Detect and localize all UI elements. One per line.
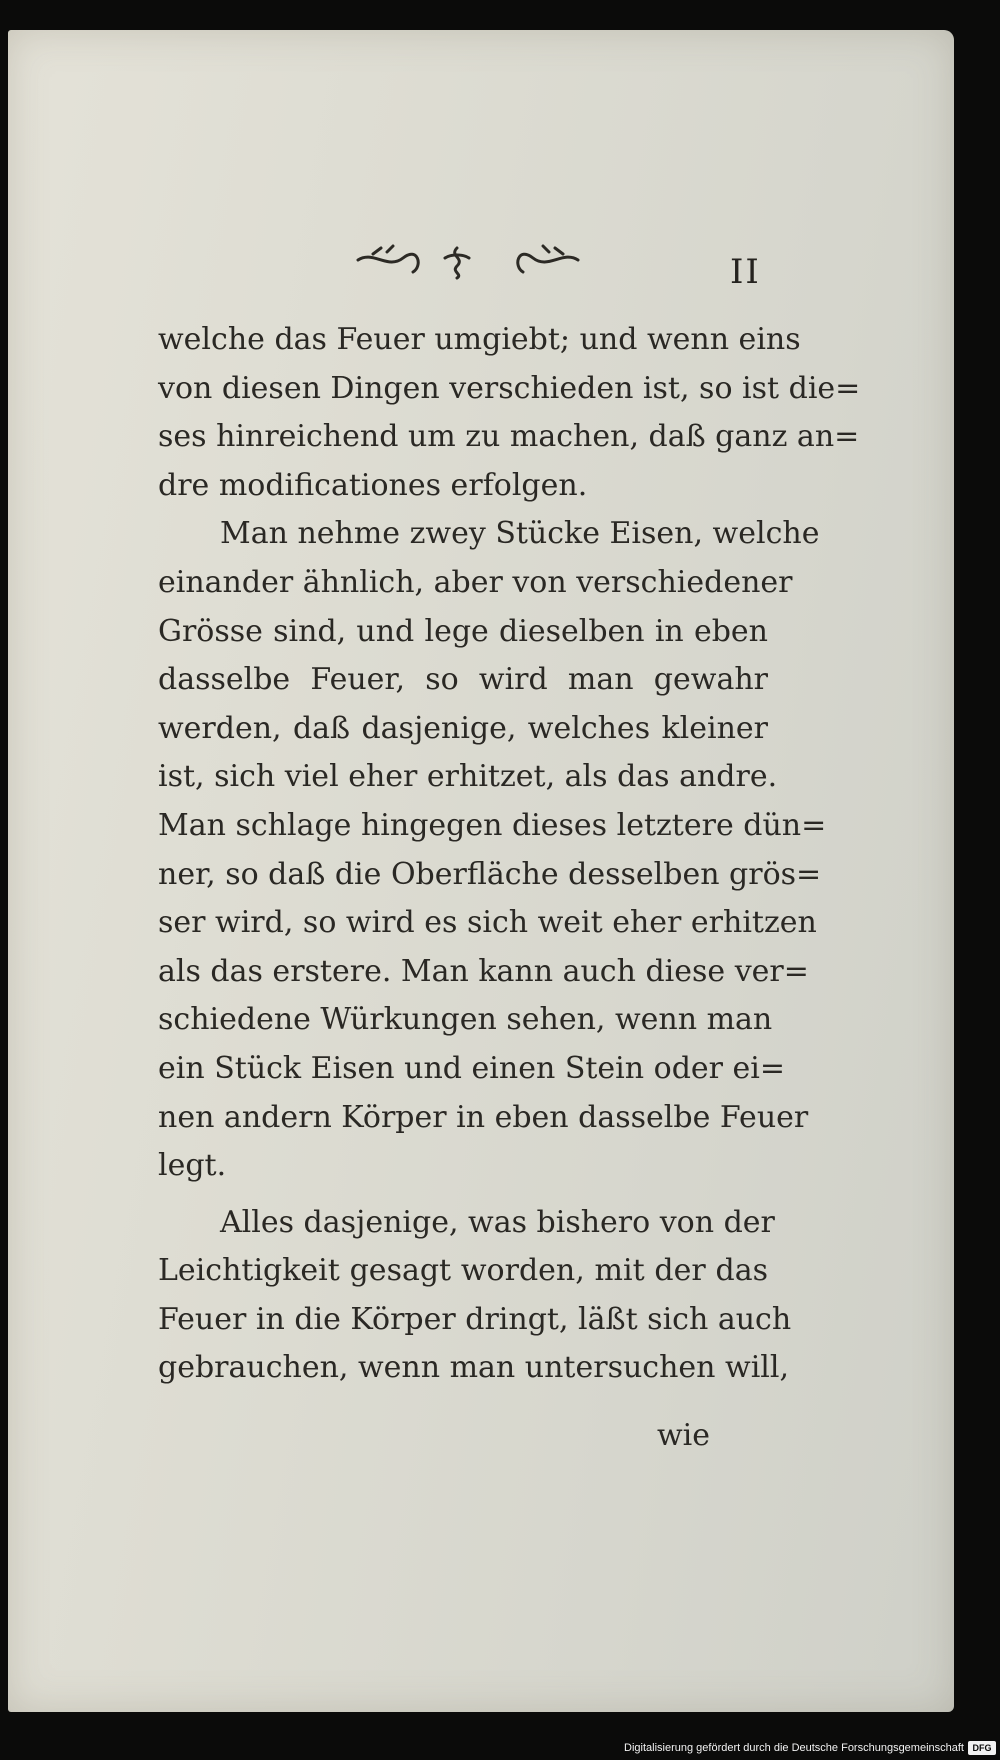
footer-credit: Digitalisierung gefördert durch die Deutsche Forschungsgemeinschaft [624,1742,964,1754]
decorative-ornament-icon [353,240,583,280]
text-line: Feuer in die Körper dringt, läßt sich auch [158,1301,792,1337]
body-text [158,316,861,1393]
text-line: gebrauchen, wenn man untersuchen will, [158,1350,790,1386]
text-line: Man schlage hingegen dieses letztere dün= [158,807,827,843]
catchword: wie [656,1418,710,1453]
text-line: werden, daß dasjenige, welches kleiner [158,710,768,746]
text-line: schiedene Würkungen sehen, wenn man [158,1002,773,1038]
text-line: ses hinreichend um zu machen, daß ganz an= [158,419,860,455]
text-line: von diesen Dingen verschieden ist, so ist die= [158,370,861,406]
text-line: Alles dasjenige, was bishero von der [220,1204,775,1240]
text-line: ner, so daß die Oberfläche desselben grös= [158,856,822,892]
text-line: welche das Feuer umgiebt; und wenn eins [158,322,801,357]
text-line: einander ähnlich, aber von verschiedener [158,564,793,600]
text-line: Leichtigkeit gesagt worden, mit der das [158,1253,768,1289]
paragraph-gap [158,1191,768,1199]
text-line: ist, sich viel eher erhitzet, als das andre. [158,759,778,795]
dfg-logo-icon: DFG [968,1741,996,1755]
footer-bar [0,1738,1000,1756]
paragraph [158,316,861,510]
text-line: dre modificationes erfolgen. [158,467,588,503]
text-line: legt. [158,1148,227,1184]
text-line: Man nehme zwey Stücke Eisen, welche [220,516,820,552]
page-number: II [730,252,761,292]
paragraph [158,1199,792,1393]
text-line: als das erstere. Man kann auch diese ver= [158,953,809,989]
text-line: nen andern Körper in eben dasselbe Feuer [158,1099,809,1135]
text-line: ser wird, so wird es sich weit eher erhitzen [158,905,817,941]
text-line: Grösse sind, und lege dieselben in eben [158,613,768,649]
book-page [8,30,954,1712]
text-line: ein Stück Eisen und einen Stein oder ei= [158,1050,786,1086]
text-line: dasselbe Feuer, so wird man gewahr [158,662,768,698]
paragraph [158,510,827,1190]
